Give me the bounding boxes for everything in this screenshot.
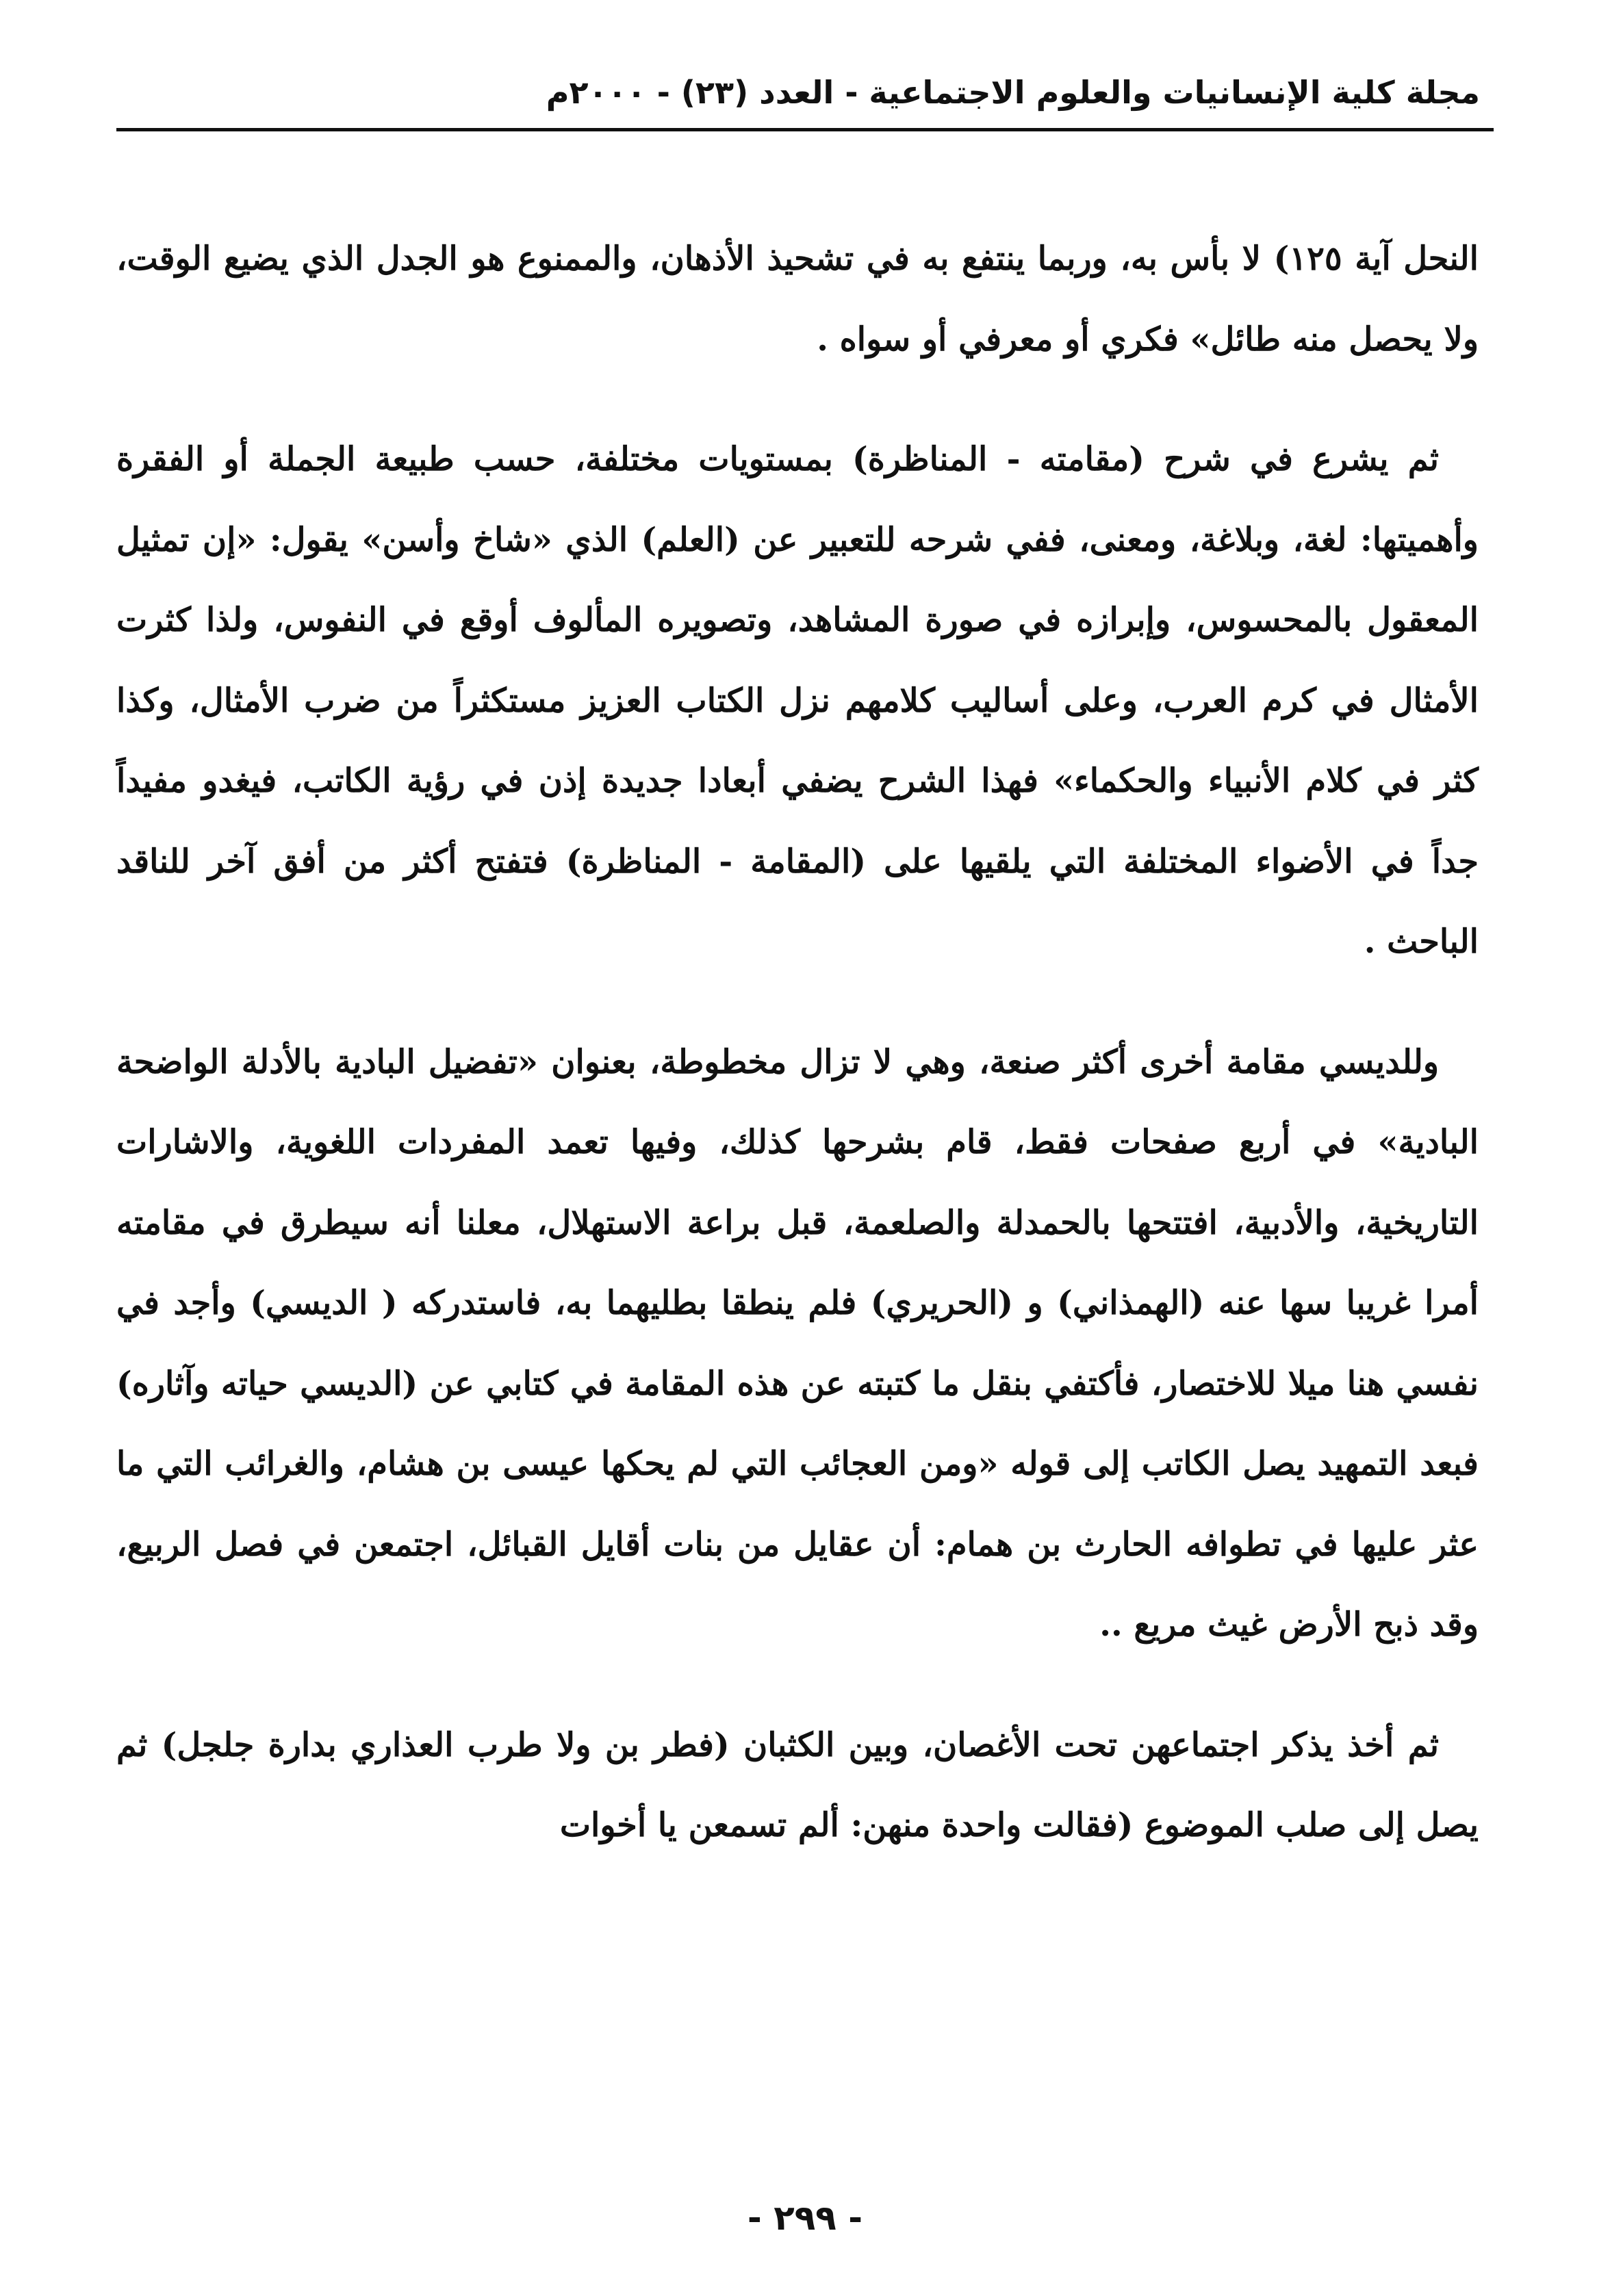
body-paragraph-2: ثم يشرع في شرح (مقامته - المناظرة) بمستويات مختلفة، حسب طبيعة الجملة أو الفقرة وأهميتها: لغة، وبلاغة، ومعنى، ففي شرحه للتعبير عن (العلم) الذي «شاخ وأسن» يقول: «إن تمثيل المعقول بالمحسوس، وإبرازه في صورة المشاهد، وتصويره المألوف أوقع في النفوس، ولذا كثرت الأمثال في كرم العرب، وعلى أساليب كلامهم نزل الكتاب العزيز مستكثراً من ضرب الأمثال، وكذا كثر في كلام الأنبياء والحكماء» فهذا الشرح يضفي أبعادا جديدة إذن في رؤية الكاتب، فيغدو مفيداً جداً في الأضواء المختلفة التي يلقيها على (المقامة - المناظرة) فتفتح أكثر من أفق آخر للناقد الباحث . — [116, 440, 1479, 961]
body-paragraph-4: ثم أخذ يذكر اجتماعهن تحت الأغصان، وبين الكثبان (فطر بن ولا طرب العذاري بدارة جلجل) ثم يصل إلى صلب الموضوع (فقالت واحدة منهن: ألم تسمعن يا أخوات — [116, 1725, 1479, 1844]
body-paragraph-3: وللديسي مقامة أخرى أكثر صنعة، وهي لا تزال مخطوطة، بعنوان «تفضيل البادية بالأدلة الواضحة البادية» في أربع صفحات فقط، قام بشرحها كذلك، وفيها تعمد المفردات اللغوية، والاشارات التاريخية، والأدبية، افتتحها بالحمدلة والصلعمة، قبل براعة الاستهلال، معلنا أنه سيطرق في مقامته أمرا غريبا سها عنه (الهمذاني) و (الحريري) فلم ينطقا بطليهما به، فاستدركه ( الديسي) وأجد في نفسي هنا ميلا للاختصار، فأكتفي بنقل ما كتبته عن هذه المقامة في كتابي عن (الديسي حياته وآثاره) فبعد التمهيد يصل الكاتب إلى قوله «ومن العجائب التي لم يحكها عيسى بن هشام، والغرائب التي ما عثر عليها في تطوافه الحارث بن همام: أن عقايل من بنات أقايل القبائل، اجتمعن في فصل الربيع، وقد ذبح الأرض غيث مريع .. — [116, 1042, 1479, 1644]
article-body — [116, 219, 1479, 1906]
running-header — [116, 65, 1494, 133]
journal-header-title: مجلة كلية الإنسانيات والعلوم الاجتماعية - العدد (٢٣) - ٢٠٠٠م — [546, 74, 1480, 111]
page-footer — [0, 2198, 1610, 2238]
page-number: - ٢٩٩ - — [748, 2198, 862, 2238]
body-paragraph-1: النحل آية ١٢٥) لا بأس به، وربما ينتفع به في تشحيذ الأذهان، والممنوع هو الجدل الذي يضيع الوقت، ولا يحصل منه طائل» فكري أو معرفي أو سواه . — [116, 240, 1479, 359]
header-divider-line — [116, 128, 1494, 131]
